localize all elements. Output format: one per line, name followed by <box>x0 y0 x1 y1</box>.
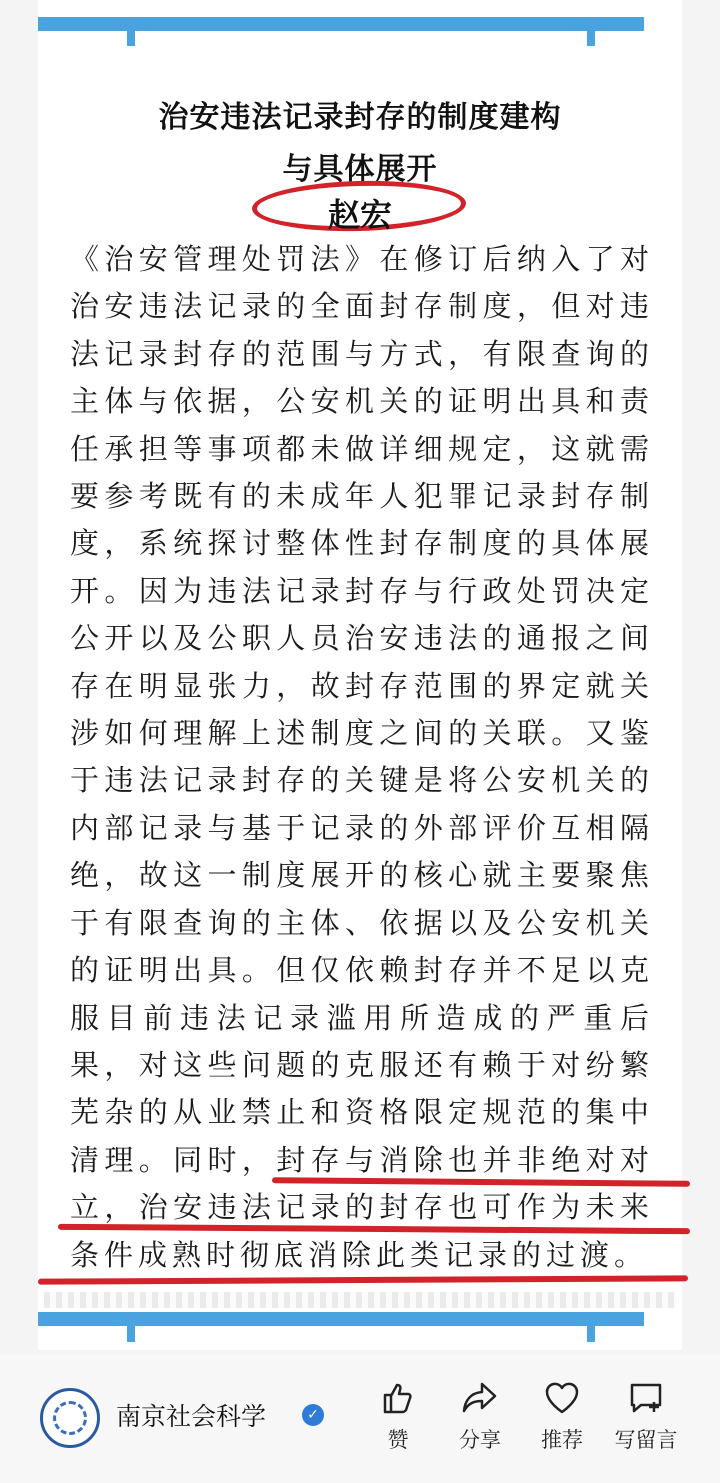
account-logo[interactable] <box>40 1388 100 1448</box>
recommend-label: 推荐 <box>541 1428 583 1452</box>
top-decor-tab-right <box>587 30 595 46</box>
article-title-line2: 与具体展开 <box>282 152 438 187</box>
bottom-decor-bar <box>38 1312 644 1326</box>
top-decor-tab-left <box>127 30 135 46</box>
share-icon <box>460 1378 500 1418</box>
account-name[interactable]: 南京社会科学 <box>116 1402 267 1431</box>
heart-icon <box>542 1378 582 1418</box>
verified-badge-icon: ✓ <box>302 1404 324 1426</box>
share-button[interactable] <box>440 1378 520 1454</box>
share-label: 分享 <box>459 1428 501 1452</box>
article-abstract: 《治安管理处罚法》在修订后纳入了对治安违法记录的全面封存制度，但对违法记录封存的范围与方式，有限查询的主体与依据，公安机关的证明出具和责任承担等事项都未做详细规定，这就需要参考既有的未成年人犯罪记录封存制度，系统探讨整体性封存制度的具体展开。因为违法记录封存与行政处罚决定公开以及公职人员治安违法的通报之间存在明显张力，故封存范围的界定就关涉如何理解上述制度之间的关联。又鉴于违法记录封存的关键是将公安机关的内部记录与基于记录的外部评价互相隔绝，故这一制度展开的核心就主要聚焦于有限查询的主体、依据以及公安机关的证明出具。但仅依赖封存并不足以克服目前违法记录滥用所造成的严重后果，对这些问题的克服还有赖于对纷繁芜杂的从业禁止和资格限定规范的集中清理。同时，封存与消除也并非绝对对立，治安违法记录的封存也可作为未来条件成熟时彻底消除此类记录的过渡。 <box>70 242 654 1272</box>
top-decor-bar <box>38 17 644 31</box>
thumbs-up-icon <box>378 1378 418 1418</box>
recommend-button[interactable] <box>522 1378 602 1454</box>
like-label: 赞 <box>387 1428 409 1452</box>
write-comment-label: 写留言 <box>614 1428 678 1452</box>
write-comment-button[interactable] <box>606 1378 686 1454</box>
logo-emblem-icon <box>53 1401 87 1435</box>
bottom-decor-tab-left <box>127 1326 135 1342</box>
comment-plus-icon <box>626 1378 666 1418</box>
author-name: 赵宏 <box>327 196 392 234</box>
like-button[interactable] <box>358 1378 438 1454</box>
article-title-line1: 治安违法记录封存的制度建构 <box>158 100 562 135</box>
decorative-pattern <box>44 1292 676 1308</box>
bottom-decor-tab-right <box>587 1326 595 1342</box>
